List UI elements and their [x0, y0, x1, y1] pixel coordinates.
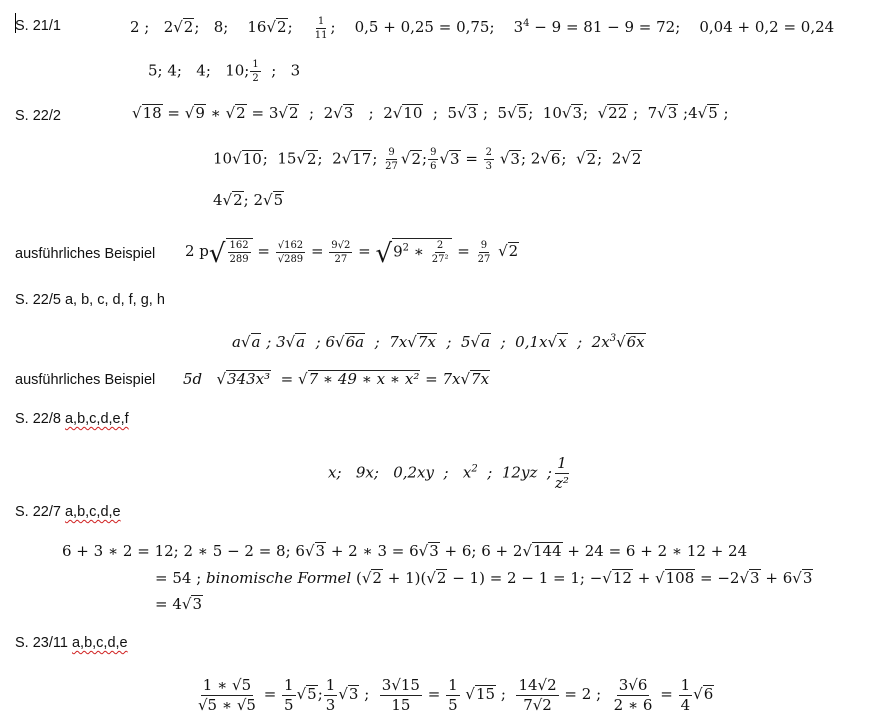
s22-7-line3: = 4√3	[155, 595, 202, 613]
s21-row2-a: 5; 4;	[148, 61, 182, 80]
example1-formula: 2 p√ $\frac{162}{289}$ = $\frac{√162}{√289}$ = $\frac{9√2}{27}$ = $√9^2$ ∗ $\frac{2}{\text{27²}}$ = $\frac{9}{27}$ √2	[185, 239, 519, 269]
s21-b-coef: 2	[163, 18, 174, 36]
s21-g-exp: 4	[523, 18, 530, 29]
s21-g-rest: − 9 = 81 − 9 = 72;	[529, 18, 681, 36]
s23-11-answers: $\frac{1 ∗ √5}{√5 ∗ √5}$ = $\frac{1}{5}$ √5; $\frac{1}{3}$ √3 ; $\frac{3√15}{15}$ = $\frac{1}{5}$ √15 ; $\frac{14√2}{7√2}$ = 2 ; $\frac{3√6}{2 ∗ 6}$ = $\frac{1}{4}$ √6	[198, 675, 714, 714]
s21-d-rad: 2	[277, 18, 287, 36]
s22-2-row3: 4√2; 2√5	[213, 191, 284, 209]
s21-f: 0,5 + 0,25 = 0,75;	[354, 18, 495, 36]
section-label-s23-11: S. 23/11 a,b,c,d,e	[15, 635, 128, 651]
s21-answers-row2: 5; 4; 4; 10; $\frac{1}{2}$ ; 3	[148, 59, 301, 84]
s22-7-tasks: a,b,c,d,e	[64, 504, 121, 520]
s21-a: 2 ;	[130, 18, 150, 36]
s22-8-tasks: a,b,c,d,e,f	[64, 411, 129, 427]
s22-7-line2: = 54 ; binomische Formel (√2 + 1)(√2 − 1) = 2 − 1 = 1; −√12 + √108 = −2√3 + 6√3	[155, 569, 813, 587]
example2-label: ausführliches Beispiel	[15, 372, 156, 388]
section-label-s22-8: S. 22/8 a,b,c,d,e,f	[15, 411, 129, 427]
s21-row2-b: 4;	[196, 61, 211, 80]
s21-h: 0,04 + 0,2 = 0,24	[699, 18, 835, 36]
s21-c: 8;	[213, 18, 229, 36]
s22-5-answers: a√a ; 3√a ; 6√6a ; 7x√7x ; 5√a ; 0,1x√x ; $2x^3√6x$	[232, 333, 645, 351]
s21-b-rad: 2	[183, 18, 194, 36]
s21-row2-d: 3	[290, 61, 301, 80]
s21-row2-c: 10;	[225, 61, 250, 80]
s22-2-row2: 10√10; 15√2; 2√17; $\frac{9}{27}$ √2; $\frac{9}{6}$ √3 = $\frac{2}{3}$ √3; 2√6; √2; 2√2	[213, 147, 642, 172]
section-label-s22-7: S. 22/7 a,b,c,d,e	[15, 504, 121, 520]
s21-e-fraction: $\frac{1}{11}$	[314, 15, 328, 41]
s22-2-row1: √18 = √9 ∗ √2 = 3√2 ; 2√3 ; 2√10 ; 5√3 ; 5√5; 10√3; √22 ; 7√3 ;4√5 ;	[132, 104, 729, 122]
example1-label: ausführliches Beispiel	[15, 246, 156, 262]
section-label-s21-1: S. 21/1	[15, 18, 61, 34]
s21-answers-row1: 2 ; 2√2; 8; 16√2; $\frac{1}{11}$ ; 0,5 + 0,25 = 0,75; $3^4 - 9 = 81 - 9 = 72$; 0,04 + 0,2 = 0,24	[130, 15, 835, 41]
s21-g-base: 3	[513, 18, 524, 36]
s22-7-line1: 6 + 3 ∗ 2 = 12; 2 ∗ 5 − 2 = 8; 6√3 + 2 ∗ 3 = 6√3 + 6; 6 + 2√144 + 24 = 6 + 2 ∗ 12 + 24	[62, 542, 748, 560]
s22-8-answers: x; 9x; 0,2xy ; $x^2$ ; 12yz ; $\frac{1}{\text{z²}}$	[328, 454, 569, 492]
section-label-s22-2: S. 22/2	[15, 108, 61, 124]
section-label-s22-5: S. 22/5 a, b, c, d, f, g, h	[15, 292, 165, 308]
s23-11-tasks: a,b,c,d,e	[71, 635, 128, 651]
s21-row2-fraction: $\frac{1}{2}$	[252, 59, 259, 84]
s21-d-coef: 16	[247, 18, 267, 36]
example2-formula: 5d √343x³ = √7 ∗ 49 ∗ x ∗ x² = 7x√7x	[183, 370, 490, 388]
